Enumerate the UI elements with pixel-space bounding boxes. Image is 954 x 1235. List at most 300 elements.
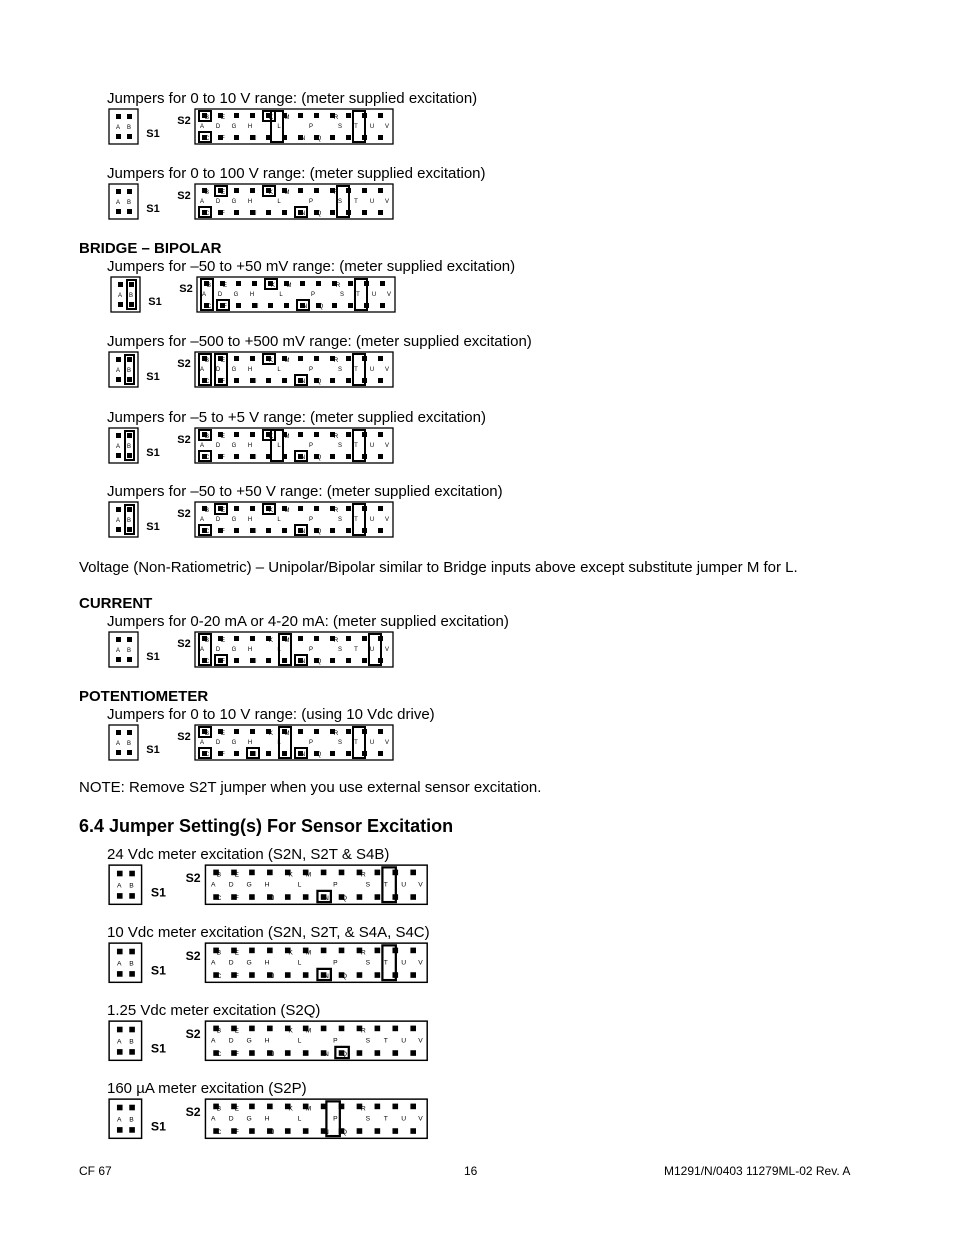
s2-label-d: D [228, 881, 234, 889]
s2-pin-bottom [303, 894, 309, 900]
s2-label-c: C [216, 894, 222, 902]
s2-label-t: T [354, 517, 358, 523]
s2-pin-bottom [346, 454, 351, 459]
s2-pin-bottom [303, 1128, 309, 1134]
s2-label-u: U [369, 517, 375, 523]
s1-frame [109, 1021, 141, 1060]
s2-label-n: N [300, 455, 306, 461]
s2-label-p: P [310, 292, 316, 298]
s2-label-l: L [277, 647, 281, 653]
s2-label-s: S [337, 517, 343, 523]
s1-title: S1 [146, 203, 160, 215]
s1-label-a: A [115, 444, 121, 450]
s2-label-q: Q [318, 304, 324, 310]
s2-pin-bottom [378, 378, 383, 383]
s2-label-e: E [220, 358, 226, 364]
s2-label-g: G [231, 124, 237, 130]
s2-label-k: K [268, 115, 274, 121]
s1-pin [116, 209, 121, 214]
s1-frame [109, 865, 141, 904]
s1-pin [127, 433, 132, 438]
s2-pin-top [346, 113, 351, 118]
s2-label-k: K [288, 1105, 293, 1113]
s2-pin-top [234, 506, 239, 511]
s2-label-f: F [221, 136, 225, 142]
s2-label-e: E [220, 731, 226, 737]
note-remove-s2t: NOTE: Remove S2T jumper when you use external sensor excitation. [79, 779, 542, 796]
s2-pin-bottom [234, 210, 239, 215]
s2-pin-top [298, 113, 303, 118]
s2-label-c: C [204, 455, 210, 461]
s2-label-n: N [323, 1128, 329, 1136]
s2-label-p: P [333, 1115, 338, 1123]
s2-label-b: B [216, 1105, 222, 1113]
s2-pin-top [250, 113, 255, 118]
s2-pin-bottom [392, 1050, 398, 1056]
s2-pin-top [234, 356, 239, 361]
s2-label-c: C [204, 529, 210, 535]
s2-label-j: J [253, 211, 257, 217]
s2-pin-bottom [249, 1050, 255, 1056]
s2-label-j: J [270, 1050, 275, 1058]
s2-label-h: H [247, 647, 253, 653]
footer-left: CF 67 [79, 1164, 112, 1178]
s2-label-j: J [253, 379, 257, 385]
s2-label-g: G [246, 959, 252, 967]
s1-frame [109, 632, 138, 667]
s2-label-j: J [253, 659, 257, 665]
s1-title: S1 [146, 447, 160, 459]
s2-label-q: Q [316, 379, 322, 385]
s2-pin-top [346, 432, 351, 437]
s2-label-v: V [384, 124, 390, 130]
s2-label-b: B [204, 508, 210, 514]
heading-bridge-bipolar: BRIDGE – BIPOLAR [79, 240, 222, 257]
s2-pin-top [321, 870, 327, 876]
s1-pin [129, 1127, 135, 1133]
s2-label-g: G [231, 443, 237, 449]
s2-pin-bottom [266, 751, 271, 756]
s2-label-j: J [255, 304, 259, 310]
s1-pin [116, 507, 121, 512]
s2-label-p: P [308, 199, 314, 205]
s1-pin [129, 1105, 135, 1111]
s2-label-e: E [220, 115, 226, 121]
s1-title: S1 [150, 885, 166, 900]
s2-title: S2 [179, 283, 193, 295]
s2-label-v: V [384, 517, 390, 523]
s1-label-b: B [129, 882, 134, 890]
s2-pin-bottom [375, 894, 381, 900]
s2-pin-bottom [346, 378, 351, 383]
s2-label-t: T [383, 1115, 388, 1123]
jumper-diagram-current [108, 631, 398, 671]
s2-label-u: U [369, 367, 375, 373]
caption-potentiometer: Jumpers for 0 to 10 V range: (using 10 Vdc drive) [107, 706, 435, 723]
s1-pin [118, 282, 123, 287]
s2-pin-bottom [234, 135, 239, 140]
s1-pin [127, 377, 132, 382]
jumper-diagram-bipolar-50mv [110, 276, 400, 316]
s2-pin-top [314, 188, 319, 193]
s2-label-j: J [270, 894, 275, 902]
s2-label-e: E [220, 190, 226, 196]
s2-pin-top [314, 356, 319, 361]
s2-label-g: G [233, 292, 239, 298]
s2-label-m: M [284, 638, 290, 644]
s2-label-j: J [253, 752, 257, 758]
s1-pin [117, 1049, 123, 1055]
s2-label-v: V [418, 1037, 423, 1045]
s2-pin-top [298, 432, 303, 437]
s2-label-g: G [231, 367, 237, 373]
s2-label-d: D [228, 1115, 234, 1123]
s2-label-l: L [297, 881, 302, 889]
s2-label-s: S [365, 1115, 371, 1123]
s2-pin-top [392, 1026, 398, 1032]
s1-label-b: B [126, 518, 132, 524]
s2-pin-bottom [236, 303, 241, 308]
s1-frame [109, 184, 138, 219]
s1-pin [117, 871, 123, 877]
s2-label-g: G [231, 199, 237, 205]
s1-pin [116, 357, 121, 362]
s2-label-r: R [360, 1105, 366, 1113]
s1-label-a: A [117, 293, 123, 299]
s2-pin-bottom [380, 303, 385, 308]
s2-pin-top [250, 432, 255, 437]
s1-pin [117, 949, 123, 955]
s2-pin-top [362, 188, 367, 193]
s2-label-t: T [354, 443, 358, 449]
s1-pin [127, 209, 132, 214]
s2-label-f: F [234, 1050, 239, 1058]
caption-0-10v: Jumpers for 0 to 10 V range: (meter supplied excitation) [107, 90, 478, 107]
s2-pin-bottom [332, 303, 337, 308]
s1-pin [116, 453, 121, 458]
s2-pin-top [346, 356, 351, 361]
s2-pin-bottom [330, 751, 335, 756]
s2-label-d: D [215, 124, 221, 130]
s2-label-b: B [204, 638, 210, 644]
s2-pin-bottom [282, 378, 287, 383]
s2-label-a: A [201, 292, 207, 298]
s2-pin-top [300, 281, 305, 286]
s2-label-b: B [216, 1027, 222, 1035]
s2-pin-bottom [330, 454, 335, 459]
s2-pin-top [316, 281, 321, 286]
jumper-diagram-group [109, 352, 393, 387]
s2-label-t: T [354, 367, 358, 373]
s2-pin-top [346, 729, 351, 734]
s2-label-q: Q [316, 529, 322, 535]
s2-label-c: C [206, 304, 212, 310]
s2-label-a: A [199, 443, 205, 449]
s1-pin [117, 1027, 123, 1033]
s1-pin [116, 433, 121, 438]
s2-label-p: P [308, 517, 314, 523]
s2-pin-top [267, 948, 273, 954]
s2-label-t: T [356, 292, 360, 298]
s2-pin-bottom [234, 658, 239, 663]
s2-label-e: E [234, 949, 240, 957]
s2-pin-bottom [378, 210, 383, 215]
jumper-diagram-group [109, 502, 393, 537]
caption-bipolar-50v: Jumpers for –50 to +50 V range: (meter supplied excitation) [107, 483, 503, 500]
caption-1-25vdc: 1.25 Vdc meter excitation (S2Q) [107, 1002, 321, 1019]
s2-label-v: V [418, 959, 423, 967]
s2-label-l: L [277, 199, 281, 205]
heading-current: CURRENT [79, 595, 153, 612]
s2-label-u: U [369, 199, 375, 205]
s2-label-m: M [284, 190, 290, 196]
s2-title: S2 [185, 870, 201, 885]
s2-label-m: M [284, 731, 290, 737]
s2-label-p: P [308, 124, 314, 130]
jumper-diagram-group [109, 184, 393, 219]
s1-label-a: A [115, 648, 121, 654]
s1-pin [127, 453, 132, 458]
s2-pin-top [339, 948, 345, 954]
s2-label-g: G [246, 1037, 252, 1045]
s2-pin-bottom [282, 210, 287, 215]
s2-pin-bottom [357, 1128, 363, 1134]
page-number: 16 [464, 1164, 478, 1178]
caption-24vdc: 24 Vdc meter excitation (S2N, S2T & S4B) [107, 846, 390, 863]
s2-pin-bottom [330, 210, 335, 215]
s2-label-g: G [246, 881, 252, 889]
s2-label-v: V [418, 1115, 423, 1123]
s2-pin-bottom [392, 1128, 398, 1134]
s2-label-h: H [247, 367, 253, 373]
s1-pin [116, 750, 121, 755]
jumper-diagram-group [111, 277, 395, 312]
heading-potentiometer: POTENTIOMETER [79, 688, 209, 705]
s2-pin-bottom [346, 528, 351, 533]
jumper-diagram-potentiometer [108, 724, 398, 764]
s2-label-j: J [253, 529, 257, 535]
s2-label-q: Q [341, 1128, 347, 1136]
footer-right: M1291/N/0403 11279ML-02 Rev. A [664, 1164, 851, 1178]
s2-pin-bottom [234, 528, 239, 533]
s2-pin-top [314, 729, 319, 734]
s2-label-d: D [217, 292, 223, 298]
s1-label-b: B [126, 200, 132, 206]
s2-label-d: D [215, 740, 221, 746]
s2-label-n: N [300, 211, 306, 217]
jumper-diagram-group [109, 428, 393, 463]
s2-label-e: E [234, 871, 240, 879]
s1-pin [116, 637, 121, 642]
s2-label-f: F [234, 894, 239, 902]
s1-pin [129, 871, 135, 877]
s1-title: S1 [150, 1041, 166, 1056]
s2-pin-bottom [249, 972, 255, 978]
s1-frame [109, 109, 138, 144]
s2-pin-bottom [268, 303, 273, 308]
caption-bipolar-50mv: Jumpers for –50 to +50 mV range: (meter supplied excitation) [107, 258, 516, 275]
s2-label-m: M [284, 115, 290, 121]
s1-pin [127, 114, 132, 119]
s2-label-g: G [246, 1115, 252, 1123]
s2-pin-bottom [330, 658, 335, 663]
s1-title: S1 [146, 128, 160, 140]
s2-pin-bottom [266, 378, 271, 383]
s2-pin-bottom [249, 894, 255, 900]
s2-label-u: U [401, 881, 407, 889]
s2-label-k: K [288, 1027, 293, 1035]
s2-label-n: N [300, 136, 306, 142]
s2-pin-top [378, 188, 383, 193]
s2-label-c: C [204, 211, 210, 217]
s2-label-f: F [234, 1128, 239, 1136]
s2-pin-top [375, 948, 381, 954]
s2-label-m: M [284, 358, 290, 364]
s2-label-n: N [300, 529, 306, 535]
s2-pin-top [410, 1026, 416, 1032]
s2-label-s: S [337, 199, 343, 205]
s1-label-a: A [115, 125, 121, 131]
caption-bipolar-500mv: Jumpers for –500 to +500 mV range: (meter supplied excitation) [107, 333, 532, 350]
s2-label-q: Q [316, 211, 322, 217]
s1-label-a: A [116, 960, 122, 968]
s2-label-r: R [333, 508, 339, 514]
s2-label-s: S [337, 647, 343, 653]
s2-label-b: B [216, 871, 222, 879]
s2-pin-bottom [282, 751, 287, 756]
s2-pin-bottom [357, 972, 363, 978]
s2-label-a: A [211, 1115, 216, 1123]
s2-label-k: K [268, 508, 274, 514]
s1-label-a: A [116, 1116, 122, 1124]
s2-pin-top [346, 506, 351, 511]
s2-label-a: A [199, 740, 205, 746]
s2-pin-bottom [249, 1128, 255, 1134]
s2-label-k: K [268, 731, 274, 737]
s1-title: S1 [146, 651, 160, 663]
s2-label-r: R [360, 1027, 366, 1035]
s2-pin-top [267, 870, 273, 876]
s1-pin [117, 1127, 123, 1133]
s2-pin-top [375, 1104, 381, 1110]
s2-label-v: V [418, 881, 423, 889]
s2-pin-top [314, 506, 319, 511]
s2-title: S2 [177, 508, 191, 520]
s1-pin [116, 730, 121, 735]
s2-pin-top [375, 1026, 381, 1032]
s2-pin-bottom [378, 454, 383, 459]
s2-label-q: Q [316, 659, 322, 665]
s2-pin-top [250, 356, 255, 361]
s2-pin-top [267, 1026, 273, 1032]
s2-label-e: E [220, 508, 226, 514]
s2-title: S2 [177, 434, 191, 446]
s2-label-j: J [270, 1128, 275, 1136]
s2-label-b: B [204, 434, 210, 440]
s2-pin-bottom [266, 210, 271, 215]
s2-label-j: J [253, 455, 257, 461]
s1-pin [118, 302, 123, 307]
s1-pin [127, 189, 132, 194]
jumper-diagram-0-10v [108, 108, 398, 148]
s2-label-h: H [264, 959, 270, 967]
s2-pin-bottom [285, 1050, 291, 1056]
jumper-diagram-group [109, 632, 393, 667]
s2-pin-bottom [234, 378, 239, 383]
s2-label-d: D [215, 367, 221, 373]
s2-label-k: K [268, 638, 274, 644]
jumper-diagram-bipolar-5v [108, 427, 398, 467]
s2-pin-bottom [346, 135, 351, 140]
s2-pin-bottom [330, 528, 335, 533]
s2-label-u: U [401, 959, 407, 967]
s2-pin-top [378, 729, 383, 734]
s2-label-k: K [270, 283, 276, 289]
s2-title: S2 [177, 358, 191, 370]
s2-pin-bottom [346, 658, 351, 663]
s2-title: S2 [185, 948, 201, 963]
s1-pin [116, 189, 121, 194]
s2-label-h: H [264, 1037, 270, 1045]
s1-pin [117, 893, 123, 899]
jumper-diagram-10vdc [108, 942, 433, 986]
s2-label-p: P [308, 367, 314, 373]
s1-pin [127, 657, 132, 662]
s1-pin [129, 1049, 135, 1055]
s1-label-b: B [128, 293, 134, 299]
s1-title: S1 [148, 296, 162, 308]
s2-pin-top [298, 636, 303, 641]
s2-pin-bottom [303, 972, 309, 978]
s2-pin-top [321, 948, 327, 954]
s2-label-h: H [247, 740, 253, 746]
s2-label-u: U [369, 647, 375, 653]
s2-label-v: V [384, 443, 390, 449]
s2-label-p: P [333, 959, 338, 967]
s2-label-a: A [199, 124, 205, 130]
s2-pin-top [250, 729, 255, 734]
s2-label-u: U [369, 740, 375, 746]
s2-label-p: P [308, 443, 314, 449]
s2-label-t: T [354, 740, 358, 746]
s2-label-f: F [223, 304, 227, 310]
s1-pin [127, 750, 132, 755]
jumper-diagram-160ua [108, 1098, 433, 1142]
s2-label-r: R [333, 731, 339, 737]
s2-pin-top [236, 281, 241, 286]
s2-label-r: R [360, 949, 366, 957]
s2-pin-bottom [284, 303, 289, 308]
s2-pin-bottom [378, 751, 383, 756]
s2-label-h: H [264, 1115, 270, 1123]
jumper-diagram-group [109, 1099, 427, 1138]
s2-label-b: B [216, 949, 222, 957]
s2-pin-top [250, 506, 255, 511]
s1-label-a: A [115, 741, 121, 747]
s2-label-f: F [221, 529, 225, 535]
s2-label-a: A [199, 517, 205, 523]
s1-label-a: A [116, 882, 122, 890]
s2-pin-bottom [362, 210, 367, 215]
jumper-diagram-bipolar-500mv [108, 351, 398, 391]
s1-pin [116, 134, 121, 139]
s2-label-f: F [221, 752, 225, 758]
s2-label-t: T [383, 881, 388, 889]
s2-label-h: H [249, 292, 255, 298]
s2-label-c: C [204, 659, 210, 665]
s2-label-f: F [221, 211, 225, 217]
s2-pin-top [250, 188, 255, 193]
